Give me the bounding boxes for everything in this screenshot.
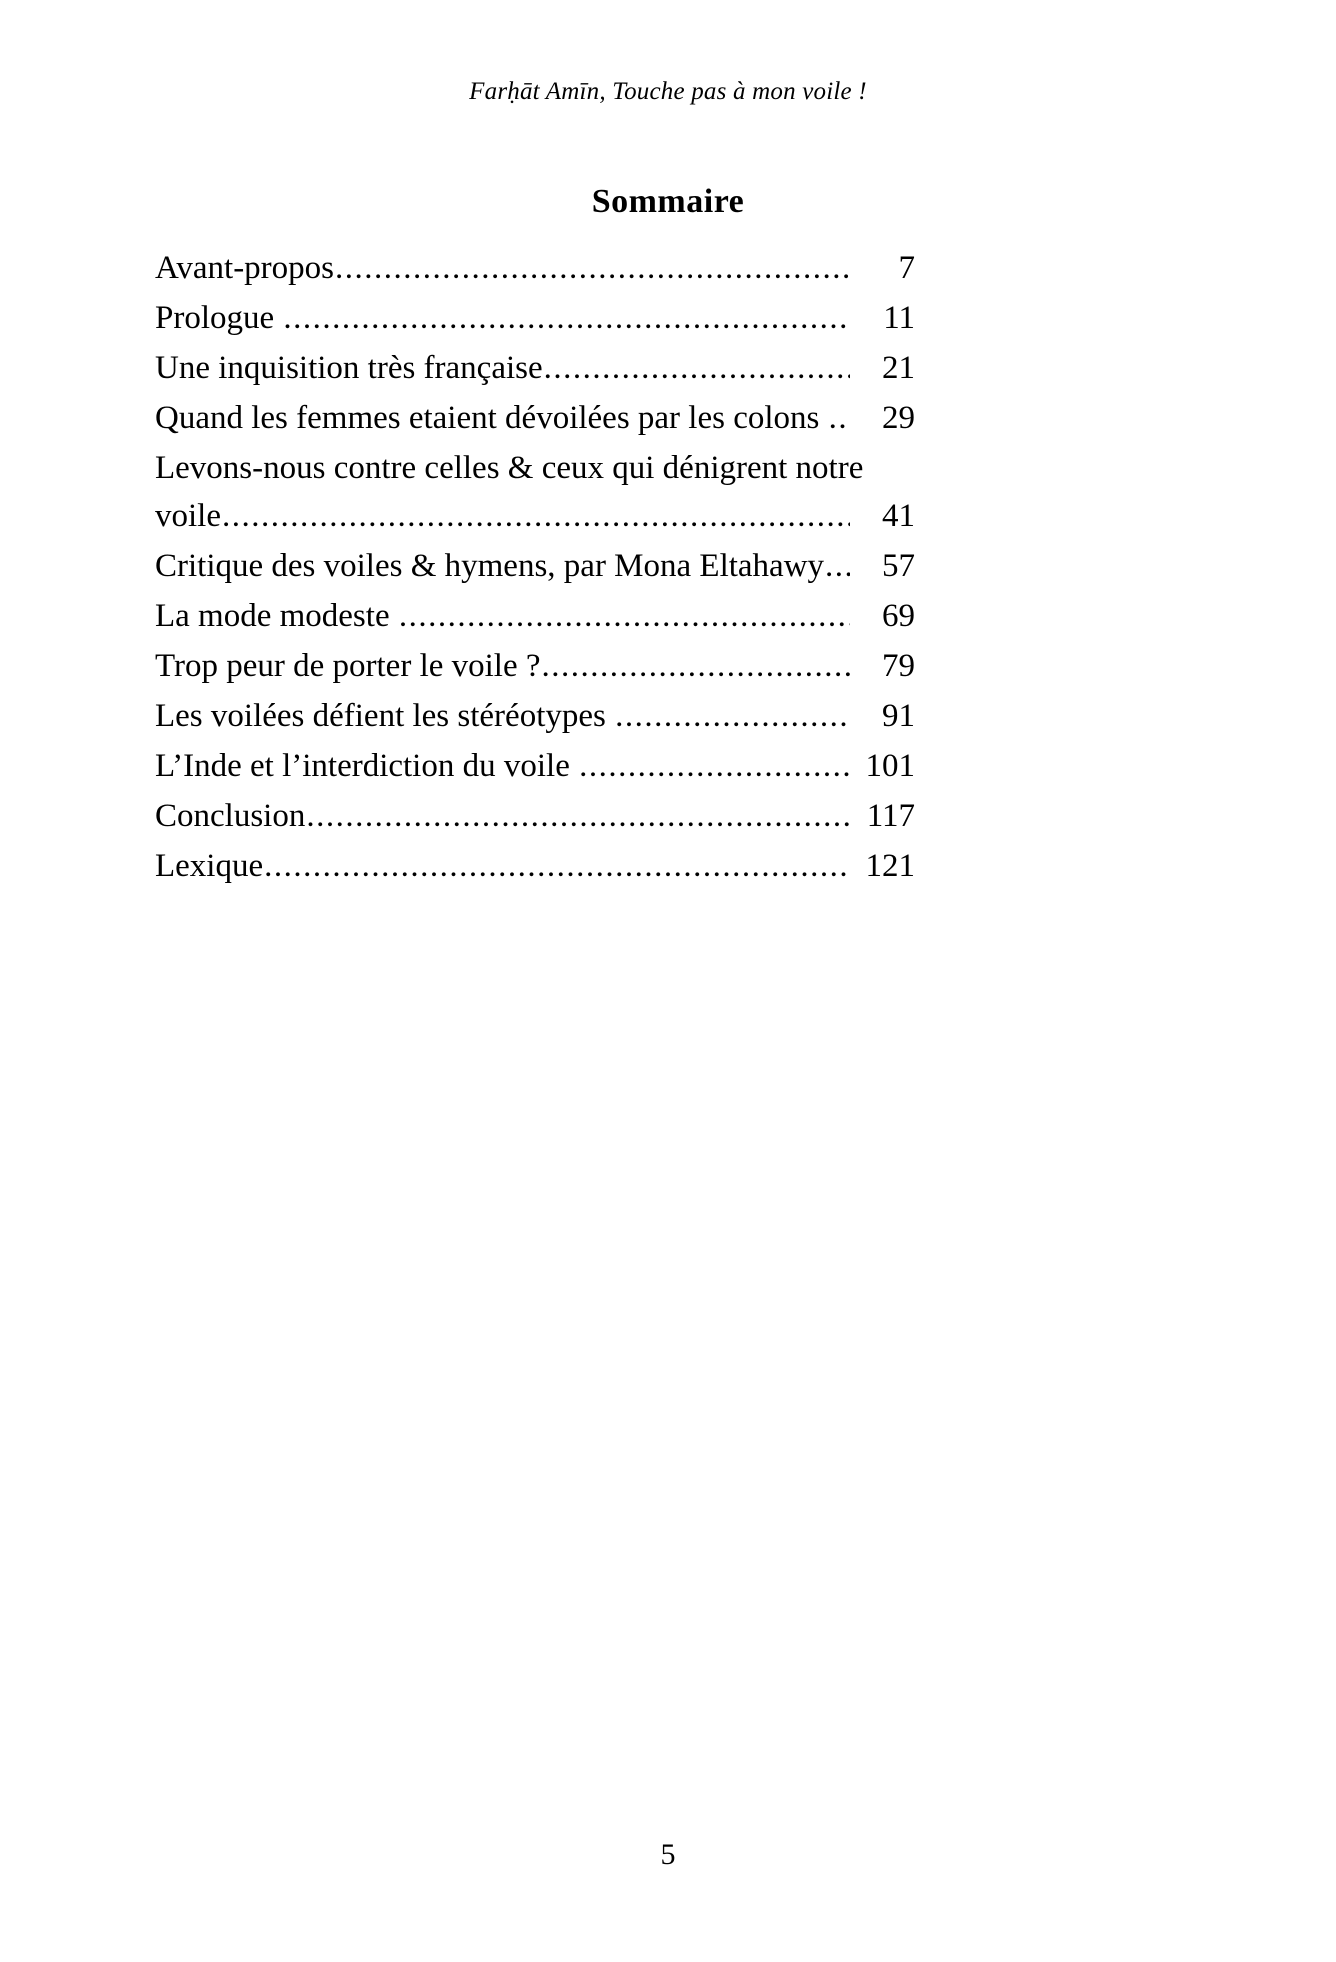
toc-entry-page-number: 41 [882,498,915,534]
toc-entry-row [155,650,915,683]
toc-entry-page-number: 11 [883,300,915,336]
toc-entry-page-number: 79 [882,648,915,684]
toc-entry[interactable] [155,750,915,783]
toc-entry-page-number: 121 [865,848,915,884]
toc-entry-row [155,600,915,633]
toc-dot-leader [579,750,850,783]
toc-entry-page-number: 91 [882,698,915,734]
page-title: Sommaire [591,182,745,220]
toc-dot-leader [615,700,850,733]
toc-entry-row [155,352,915,385]
toc-entry[interactable] [155,252,915,285]
toc-entry[interactable] [155,850,915,883]
running-header: Farḥāt Amīn, Touche pas à mon voile ! [469,78,867,105]
toc-entry-label: Les voilées défient les stéréotypes [155,698,615,734]
toc-entry[interactable] [155,402,915,435]
toc-entry-page-number: 7 [898,250,915,286]
toc-entry-label: La mode modeste [155,598,398,634]
toc-entry-label: Lexique [155,848,264,884]
toc-entry-row [155,850,915,883]
toc-dot-leader [542,650,850,683]
toc-dot-leader [399,600,850,633]
toc-entry[interactable] [155,302,915,335]
toc-dot-leader [335,252,850,285]
toc-entry-row [155,402,915,435]
folio-page-number: 5 [660,1838,676,1871]
toc-entry-page-number: 29 [882,400,915,436]
toc-dot-leader [264,850,850,883]
toc-entry[interactable] [155,700,915,733]
toc-entry-label: Critique des voiles & hymens, par Mona Eltahawy [155,548,825,584]
toc-entry-row [155,800,915,833]
toc-dot-leader [544,352,850,385]
toc-entry-label: Une inquisition très française [155,350,543,386]
toc-entry-page-number: 69 [882,598,915,634]
toc-entry[interactable] [155,452,915,533]
toc-entry[interactable] [155,800,915,833]
toc-entry[interactable] [155,600,915,633]
toc-entry-label: Avant-propos [155,250,335,286]
toc-entry-row [155,252,915,285]
toc-entry[interactable] [155,550,915,583]
toc-entry-row [155,700,915,733]
toc-entry-row [155,750,915,783]
toc-dot-leader [829,402,850,435]
toc-dot-leader [306,800,850,833]
table-of-contents [155,252,915,900]
toc-entry-label: voile [155,498,221,534]
toc-entry-label: Prologue [155,300,283,336]
toc-entry-page-number: 117 [866,798,915,834]
toc-entry-label: Trop peur de porter le voile ? [155,648,541,684]
toc-entry-label: L’Inde et l’interdiction du voile [155,748,579,784]
toc-entry-label: Conclusion [155,798,306,834]
toc-dot-leader [283,302,850,335]
toc-dot-leader [825,550,850,583]
toc-entry[interactable] [155,352,915,385]
toc-dot-leader [222,500,850,533]
toc-entry-row [155,500,915,533]
toc-entry[interactable] [155,650,915,683]
toc-entry-row [155,302,915,335]
toc-entry-label: Quand les femmes etaient dévoilées par les colons [155,400,828,436]
toc-entry-page-number: 21 [882,350,915,386]
toc-entry-page-number: 57 [882,548,915,584]
toc-entry-label-line-1: Levons-nous contre celles & ceux qui dénigrent notre [155,450,864,486]
toc-entry-row [155,550,915,583]
toc-entry-page-number: 101 [865,748,915,784]
